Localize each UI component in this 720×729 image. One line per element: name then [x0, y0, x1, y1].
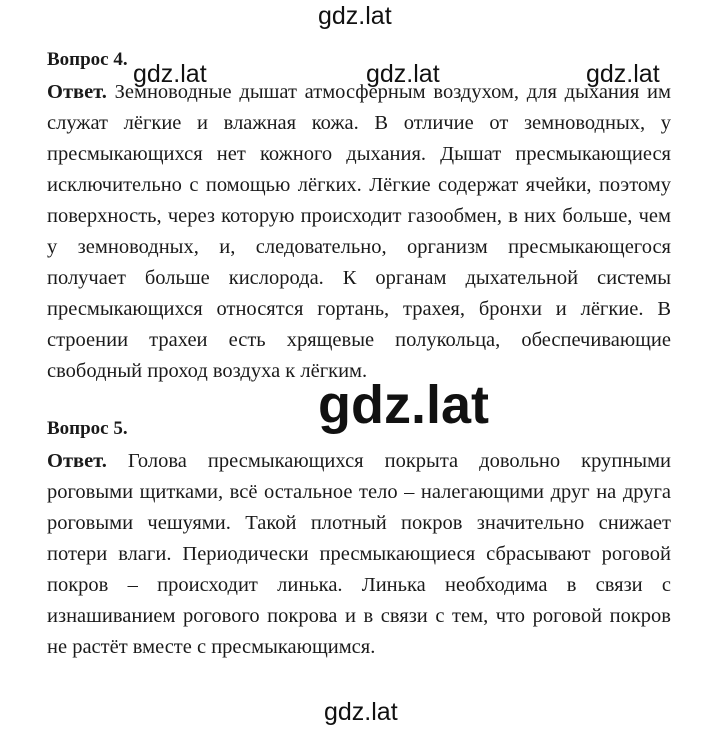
question-5-title: Вопрос 5.: [47, 418, 128, 439]
question-4-title: Вопрос 4.: [47, 49, 128, 70]
question-5-answer-text: Голова пресмыкающихся покрыта довольно крупными роговыми щитками, всё остальное тело – налегающими друг на друга роговыми чешуями. Такой плотный покров значительно снижает потери влаги. Периодически пресмыкающиеся сбрасывают роговой покров – происходит линька. Линька необходима в связи с изнашиванием рогового покрова и в связи с тем, что роговой покров не растёт вместе с пресмыкающимся.: [47, 450, 672, 658]
question-4-answer-label: Ответ.: [47, 81, 107, 103]
watermark-row-left: gdz.lat: [133, 60, 207, 88]
question-5-answer: [47, 446, 671, 663]
watermark-top: gdz.lat: [318, 2, 392, 30]
watermark-row-right: gdz.lat: [586, 60, 660, 88]
watermark-bottom: gdz.lat: [324, 698, 398, 726]
watermark-row-center: gdz.lat: [366, 60, 440, 88]
question-4-block: [47, 49, 671, 387]
watermark-middle: gdz.lat: [318, 375, 489, 435]
question-4-answer: [47, 77, 671, 387]
question-4-answer-text: Земноводные дышат атмосферным воздухом, для дыхания им служат лёгкие и влажная кожа. В отличие от земноводных, у пресмыкающихся нет кожного дыхания. Дышат пресмыкающиеся исключительно с помощью лёгких. Лёгкие содержат ячейки, поэтому поверхность, через которую происходит газообмен, в них больше, чем у земноводных, и, следовательно, организм пресмыкающегося получает больше кислорода. К органам дыхательной системы пресмыкающихся относятся гортань, трахея, бронхи и лёгкие. В строении трахеи есть хрящевые полукольца, обеспечивающие свободный проход воздуха к лёгким.: [47, 81, 671, 382]
question-5-block: [47, 418, 671, 663]
question-5-answer-label: Ответ.: [47, 450, 107, 472]
